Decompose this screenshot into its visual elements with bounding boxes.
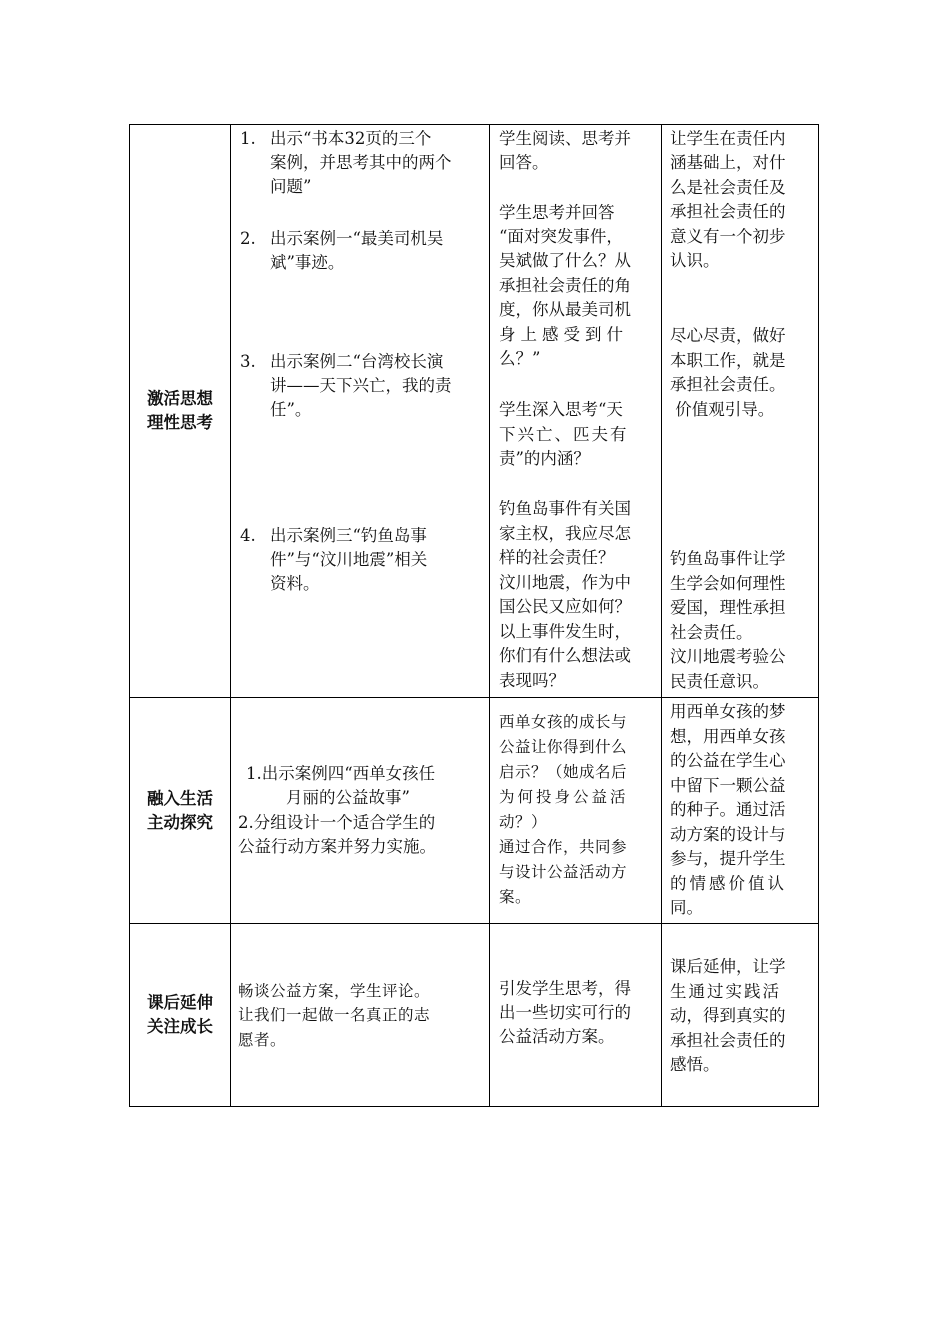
text-line: 钓鱼岛事件有关国 [499, 499, 631, 518]
text-line: 感悟。 [670, 1055, 720, 1074]
text-line: 钓鱼岛事件让学 [670, 549, 786, 568]
text-line: 身上感受到什 [499, 325, 628, 344]
text-line: 案例，并思考其中的两个 [270, 153, 452, 172]
stage-label-3 [131, 991, 229, 1039]
text-line: 承担社会责任的 [670, 202, 786, 221]
text-line: 动？） [499, 813, 548, 831]
text-line: 讲——天下兴亡，我的责 [270, 376, 452, 395]
text-line: 公益行动方案并努力实施。 [238, 837, 436, 856]
text-line: 样的社会责任？ [499, 548, 615, 567]
stage-line: 主动探究 [147, 813, 213, 832]
text-line: 想，用西单女孩 [670, 727, 786, 746]
text-line: 任”。 [270, 400, 312, 419]
list-number: 2. [240, 229, 256, 248]
text-line: 生通过实践活 [670, 982, 781, 1001]
text-line: 公益活动方案。 [499, 1027, 615, 1046]
text-line: 畅谈公益方案，学生评论。 [238, 982, 431, 1000]
text-line: 愿者。 [238, 1031, 287, 1049]
text-line: 意义有一个初步 [670, 227, 786, 246]
text-line: 度，你从最美司机 [499, 300, 631, 319]
text-line: 国公民又应如何？ [499, 597, 631, 616]
row-divider [130, 923, 818, 924]
text-line: 你们有什么想法或 [499, 646, 631, 665]
text-line: 启示？（她成名后 [499, 763, 628, 781]
text-line: 出一些切实可行的 [499, 1003, 631, 1022]
text-line: 同。 [670, 898, 703, 917]
text-line: 动，得到真实的 [670, 1006, 786, 1025]
column-divider [489, 125, 490, 1106]
text-line: 1.出示案例四“西单女孩任 [246, 764, 436, 783]
text-line: 斌”事迹。 [270, 253, 345, 272]
text-line: 汶川地震考验公 [670, 647, 786, 666]
list-number: 4. [240, 526, 256, 545]
text-line: 出示“书本32页的三个 [270, 129, 432, 148]
stage-line: 课后延伸 [147, 993, 213, 1012]
text-line: 学生思考并回答 [499, 203, 615, 222]
list-number: 1. [240, 129, 256, 148]
text-line: 中留下一颗公益 [670, 776, 786, 795]
text-line: 的种子。通过活 [670, 800, 786, 819]
text-line: 参与，提升学生 [670, 849, 786, 868]
text-line: 价值观引导。 [670, 400, 775, 419]
text-line: 汶川地震，作为中 [499, 573, 631, 592]
text-line: 么是社会责任及 [670, 178, 786, 197]
text-line: 么？” [499, 349, 541, 368]
text-line: 生学会如何理性 [670, 574, 786, 593]
text-line: 出示案例三“钓鱼岛事 [270, 526, 427, 545]
text-line: 西单女孩的成长与 [499, 713, 628, 731]
text-line: 表现吗？ [499, 671, 565, 690]
text-line: 家主权，我应尽怎 [499, 524, 631, 543]
stage-line: 关注成长 [147, 1017, 213, 1036]
text-line: 通过合作，共同参 [499, 838, 628, 856]
text-line: 引发学生思考，得 [499, 979, 631, 998]
list-number: 3. [240, 352, 256, 371]
text-line: 案。 [499, 888, 532, 906]
lesson-plan-table [129, 124, 819, 1107]
text-line: 资料。 [270, 574, 320, 593]
text-line: 月丽的公益故事” [286, 788, 410, 807]
text-line: 学生深入思考“天 [499, 400, 623, 419]
text-line: 与设计公益活动方 [499, 863, 628, 881]
text-line: 学生阅读、思考并 [499, 129, 631, 148]
text-line: 尽心尽责，做好 [670, 326, 786, 345]
text-line: 回答。 [499, 153, 549, 172]
stage-line: 融入生活 [147, 789, 213, 808]
text-line: 出示案例一“最美司机吴 [270, 229, 444, 248]
text-line: 责”的内涵？ [499, 449, 590, 468]
text-line: 承担社会责任的 [670, 1031, 786, 1050]
text-line: 吴斌做了什么？从 [499, 251, 631, 270]
text-line: 下兴亡、匹夫有 [499, 425, 629, 444]
text-line: 2.分组设计一个适合学生的 [238, 813, 436, 832]
stage-label-1 [131, 387, 229, 435]
text-line: 出示案例二“台湾校长演 [270, 352, 444, 371]
text-line: 件”与“汶川地震”相关 [270, 550, 428, 569]
stage-line: 理性思考 [147, 413, 213, 432]
text-line: 动方案的设计与 [670, 825, 786, 844]
text-line: 民责任意识。 [670, 672, 769, 691]
text-line: 社会责任。 [670, 623, 753, 642]
text-line: 的公益在学生心 [670, 751, 786, 770]
text-line: 公益让你得到什么 [499, 738, 628, 756]
text-line: “面对突发事件， [499, 227, 623, 246]
stage-line: 激活思想 [147, 389, 213, 408]
text-line: 以上事件发生时， [499, 622, 631, 641]
text-line: 课后延伸，让学 [670, 957, 786, 976]
text-line: 爱国，理性承担 [670, 598, 786, 617]
text-line: 让我们一起做一名真正的志 [238, 1006, 431, 1024]
text-line: 承担社会责任的角 [499, 276, 631, 295]
column-divider [230, 125, 231, 1106]
text-line: 为何投身公益活 [499, 788, 629, 806]
text-line: 认识。 [670, 251, 720, 270]
text-line: 用西单女孩的梦 [670, 702, 786, 721]
column-divider [661, 125, 662, 1106]
text-line: 涵基础上，对什 [670, 153, 786, 172]
text-line: 本职工作，就是 [670, 351, 786, 370]
text-line: 的情感价值认 [670, 874, 787, 893]
text-line: 承担社会责任。 [670, 375, 786, 394]
text-line: 让学生在责任内 [670, 129, 786, 148]
stage-label-2 [131, 787, 229, 835]
row-divider [130, 697, 818, 698]
text-line: 问题” [270, 177, 312, 196]
